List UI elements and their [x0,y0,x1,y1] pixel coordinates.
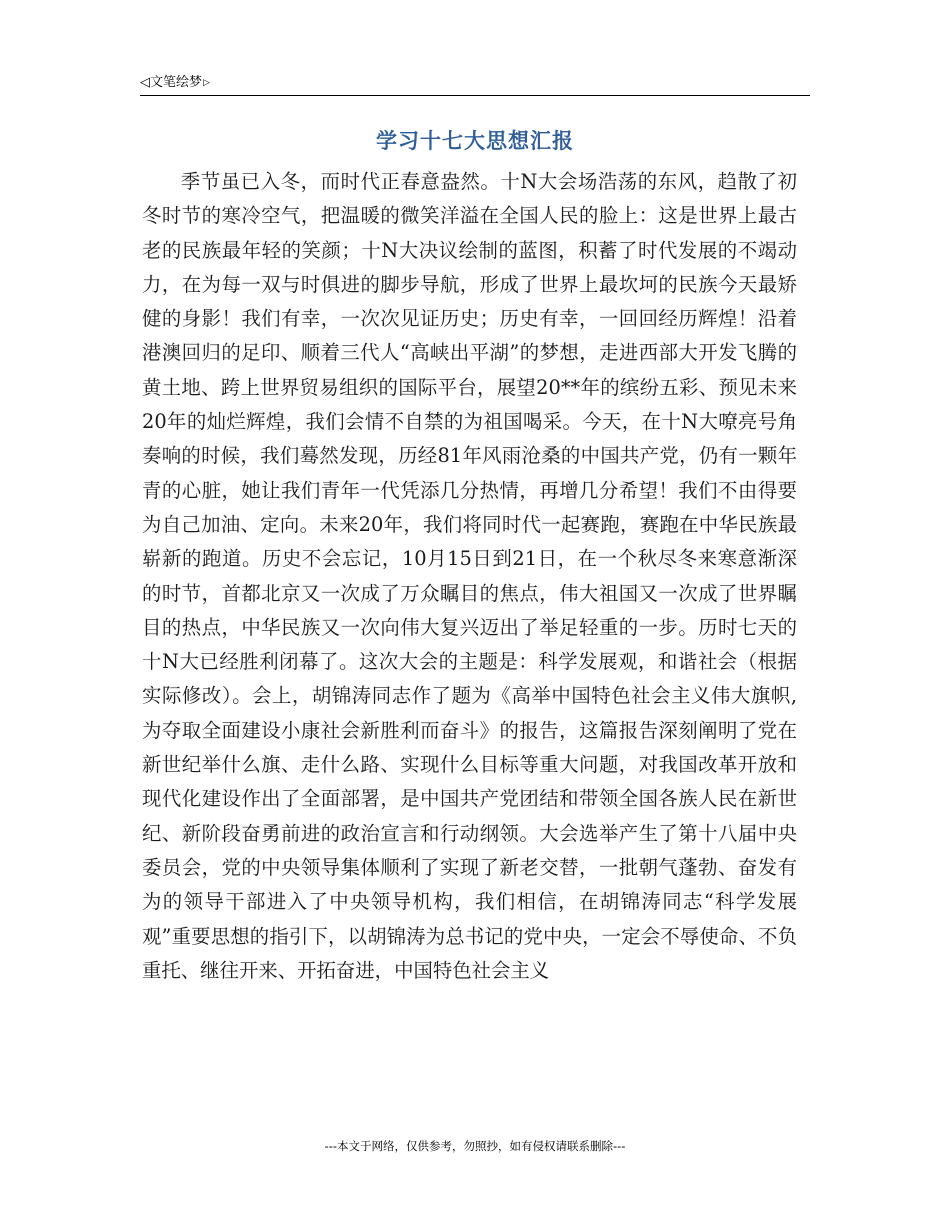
brand-label: 文笔绘梦 [150,75,203,90]
brand-mark [140,74,210,92]
right-triangle-icon: ▷ [203,78,210,88]
left-triangle-icon: ◁ [140,75,150,90]
body-paragraph: 季节虽已入冬，而时代正春意盎然。十N大会场浩荡的东风，趋散了初冬时节的寒冷空气，把温暖的微笑洋溢在全国人民的脸上：这是世界上最古老的民族最年轻的笑颜；十N大决议绘制的蓝图，积蓄了时代发展的不竭动力，在为每一双与时俱进的脚步导航，形成了世界上最坎坷的民族今天最矫健的身影！我们有幸，一次次见证历史；历史有幸，一回回经历辉煌！沿着港澳回归的足印、顺着三代人“高峡出平湖”的梦想，走进西部大开发飞腾的黄土地、跨上世界贸易组织的国际平台，展望20**年的缤纷五彩、预见未来20年的灿烂辉煌，我们会情不自禁的为祖国喝采。今天，在十N大嘹亮号角奏响的时候，我们蓦然发现，历经81年风雨沧桑的中国共产党，仍有一颗年青的心脏，她让我们青年一代凭添几分热情，再增几分希望！我们不由得要为自己加油、定向。未来20年，我们将同时代一起赛跑，赛跑在中华民族最崭新的跑道。历史不会忘记，10月15日到21日，在一个秋尽冬来寒意渐深的时节，首都北京又一次成了万众瞩目的焦点，伟大祖国又一次成了世界瞩目的热点，中华民族又一次向伟大复兴迈出了举足轻重的一步。历时七天的十N大已经胜利闭幕了。这次大会的主题是：科学发展观，和谐社会（根据实际修改）。会上，胡锦涛同志作了题为《高举中国特色社会主义伟大旗帜,为夺取全面建设小康社会新胜利而奋斗》的报告，这篇报告深刻阐明了党在新世纪举什么旗、走什么路、实现什么目标等重大问题，对我国改革开放和现代化建设作出了全面部署，是中国共产党团结和带领全国各族人民在新世纪、新阶段奋勇前进的政治宣言和行动纲领。大会选举产生了第十八届中央委员会，党的中央领导集体顺利了实现了新老交替，一批朝气蓬勃、奋发有为的领导干部进入了中央领导机构，我们相信，在胡锦涛同志“科学发展观”重要思想的指引下，以胡锦涛为总书记的党中央，一定会不辱使命、不负重托、继往开来、开拓奋进，中国特色社会主义 [142,170,797,982]
page-header [140,72,810,96]
footer-notice: ---本文于网络，仅供参考，勿照抄，如有侵权请联系删除--- [324,1139,626,1153]
document-title: 学习十七大思想汇报 [376,128,574,154]
